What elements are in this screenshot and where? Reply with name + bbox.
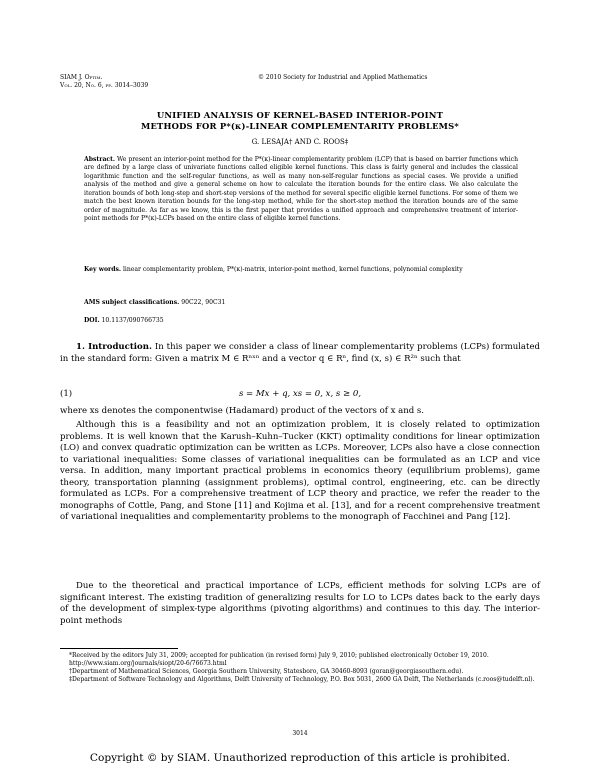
journal-name: SIAM J. Optim. xyxy=(60,74,103,81)
abstract-label: Abstract. xyxy=(84,156,116,163)
intro-paragraph-1 xyxy=(60,342,540,365)
keywords-text: linear complementarity problem, P*(κ)-matrix, interior-point method, kernel functions, polynomial complexity xyxy=(122,266,463,273)
footnote-author-2: ‡Department of Software Technology and Algorithms, Delft University of Technology, P.O. Box 5031, 2600 GA Delft, The Netherlands (c.roos@tudelft.nl). xyxy=(69,675,535,683)
ams-text: 90C22, 90C31 xyxy=(181,299,226,306)
keywords xyxy=(84,266,518,275)
section-heading: 1. Introduction. xyxy=(76,342,152,352)
journal-header xyxy=(60,74,148,90)
doi xyxy=(84,317,164,325)
title-line-2: METHODS FOR P*(κ)-LINEAR COMPLEMENTARITY PROBLEMS* xyxy=(140,121,459,131)
header-copyright: © 2010 Society for Industrial and Applied Mathematics xyxy=(258,74,428,81)
intro-paragraph-1-text: In this paper we consider a class of linear complementarity problems (LCPs) formulated in the standard form: Given a matrix M ∈ Rⁿˣⁿ and a vector q ∈ Rⁿ, find (x, s) ∈ R²ⁿ such that xyxy=(60,342,540,364)
equation-1 xyxy=(60,389,540,401)
journal-volume: Vol. 20, No. 6, pp. 3014–3039 xyxy=(60,82,149,89)
abstract-text: We present an interior-point method for the P*(κ)-linear complementarity problem (LCP) that is based on barrier functions which are defined by a large class of univariate functions called eligible kernel functions. This class is fairly general and includes the classical logarithmic function and the self-regular functions, as well as many non-self-regular functions as special cases. We provide a unified analysis of the method and give a general scheme on how to calculate the iteration bounds for the entire class. We also calculate the iteration bounds of both long-step and short-step versions of the method for several specific eligible kernel functions. For some of them we match the best known iteration bounds for the long-step method, while for the short-step method the iteration bounds are of the same order of magnitude. As far as we know, this is the first paper that provides a unified approach and comprehensive treatment of interior-point methods for P*(κ)-LCPs based on the entire class of eligible kernel functions. xyxy=(84,156,518,223)
doi-text: 10.1137/090766735 xyxy=(101,317,164,324)
ams-label: AMS subject classifications. xyxy=(84,299,180,306)
footnote-received: *Received by the editors July 31, 2009; accepted for publication (in revised form) July 9, 2010; published electronically October 19, 2010. xyxy=(69,652,489,659)
title-line-1: UNIFIED ANALYSIS OF KERNEL-BASED INTERIOR-POINT xyxy=(156,110,444,120)
ams-classifications xyxy=(84,299,225,307)
footnote-url[interactable]: http://www.siam.org/journals/siopt/20-6/76673.html xyxy=(69,659,227,667)
footnote-author-1: †Department of Mathematical Sciences, Georgia Southern University, Statesboro, GA 30460-8093 (goran@georgiasouthern.edu). xyxy=(69,667,464,675)
paper-title xyxy=(60,110,540,132)
abstract xyxy=(84,156,518,224)
intro-paragraph-3: Although this is a feasibility and not an optimization problem, it is closely related to optimization problems. It is well known that the Karush–Kuhn–Tucker (KKT) optimality conditions for linear optimization (LO) and convex quadratic optimization can be written as LCPs. Moreover, LCPs also have a close connection to variational inequalities: Some classes of variational inequalities can be formulated as an LCP and vice versa. In addition, many important practical problems in economics theory (equilibrium problems), game theory, transportation planning (assignment problems), optimal control, engineering, etc. can be directly formulated as LCPs. For a comprehensive treatment of LCP theory and practice, we refer the reader to the monographs of Cottle, Pang, and Stone [11] and Kojima et al. [13], and for a recent comprehensive treatment of variational inequalities and complementarity problems to the monograph of Facchinei and Pang [12]. xyxy=(60,420,540,522)
footnotes xyxy=(60,652,540,684)
intro-paragraph-4: Due to the theoretical and practical importance of LCPs, efficient methods for solving LCPs are of significant interest. The existing tradition of generalizing results for LO to LCPs dates back to the early days of the development of simplex-type algorithms (pivoting algorithms) and continues to this day. The interior-point methods xyxy=(60,581,540,626)
doi-label: DOI. xyxy=(84,317,100,324)
page-number: 3014 xyxy=(292,730,308,737)
keywords-label: Key words. xyxy=(84,266,122,273)
footnote-rule xyxy=(60,648,178,649)
equation-number: (1) xyxy=(60,389,73,399)
authors: G. LESAJA† AND C. ROOS‡ xyxy=(251,138,349,146)
intro-paragraph-2: where xs denotes the componentwise (Hadamard) product of the vectors of x and s. xyxy=(60,406,425,416)
equation-body: s = Mx + q, xs = 0, x, s ≥ 0, xyxy=(238,389,362,399)
copyright-notice: Copyright © by SIAM. Unauthorized reproduction of this article is prohibited. xyxy=(89,752,511,764)
